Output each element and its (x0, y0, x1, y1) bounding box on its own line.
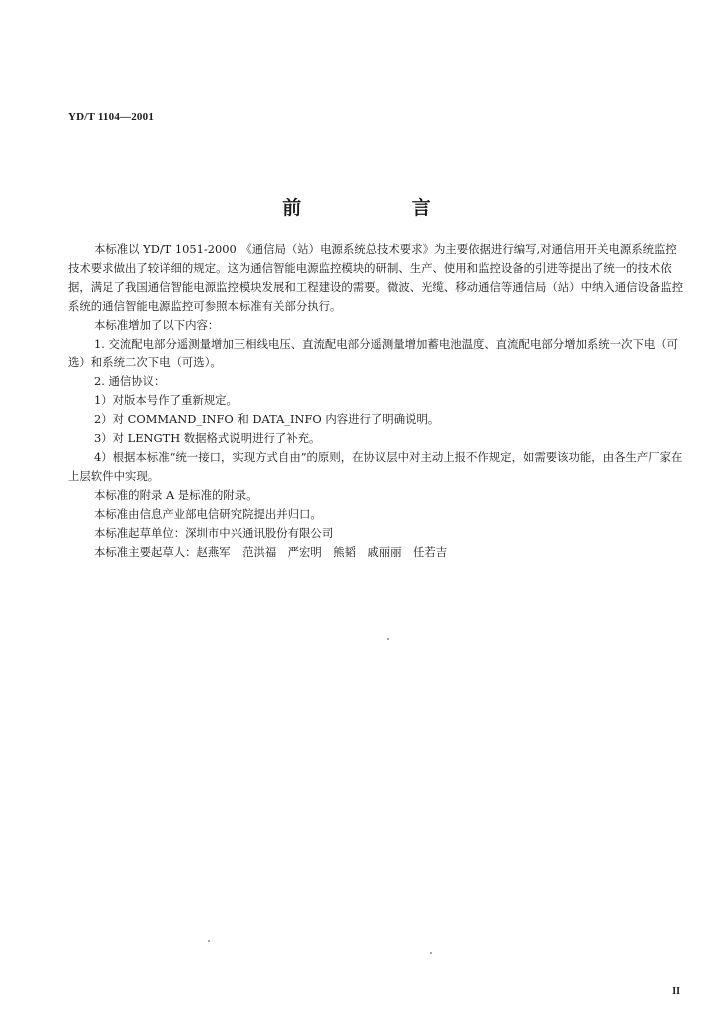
paragraph-drafting-unit: 本标准起草单位：深圳市中兴通讯股份有限公司 (94, 525, 334, 540)
scan-speck (208, 940, 210, 942)
standard-number: YD/T 1104—2001 (68, 111, 155, 123)
paragraph-drafters: 本标准主要起草人：赵燕军 范洪福 严宏明 熊韬 戚丽丽 任若吉 (94, 544, 448, 559)
scan-speck (430, 952, 432, 954)
paragraph-item-1: 1. 交流配电部分遥测量增加三相线电压、直流配电部分遥测量增加蓄电池温度、直流配电部分增加系统一次下电（可选）和系统二次下电（可选）。 (68, 336, 679, 370)
paragraph-proposer: 本标准由信息产业部电信研究院提出并归口。 (94, 506, 322, 521)
paragraph-subitem-4: 4）根据本标准“统一接口，实现方式自由”的原则，在协议层中对主动上报不作规定，如需要该功能，由各生产厂家在上层软件中实现。 (68, 449, 683, 483)
paragraph-additions-heading: 本标准增加了以下内容： (94, 317, 220, 332)
paragraph-subitem-3: 3）对 LENGTH 数据格式说明进行了补充。 (94, 431, 321, 446)
page-title: 前 言 (282, 197, 483, 219)
paragraph-subitem-1: 1）对版本号作了重新规定。 (94, 393, 238, 408)
paragraph-subitem-2: 2）对 COMMAND_INFO 和 DATA_INFO 内容进行了明确说明。 (94, 412, 440, 427)
foreword-body (68, 240, 688, 561)
paragraph-appendix: 本标准的附录 A 是标准的附录。 (94, 487, 258, 502)
paragraph-item-2: 2. 通信协议： (94, 374, 166, 389)
page-number: II (672, 986, 680, 997)
scan-speck (387, 638, 389, 640)
paragraph-intro: 本标准以 YD/T 1051-2000 《通信局（站）电源系统总技术要求》为主要依据进行编写,对通信用开关电源系统监控技术要求做出了较详细的规定。这为通信智能电源监控模块的研制、生产、使用和监控设备的引进等提出了统一的技术依据，满足了我国通信智能电源监控模块发展和工程建设的需要。微波、光缆、移动通信等通信局（站）中纳入通信设备监控系统的通信智能电源监控可参照本标准有关部分执行。 (68, 242, 684, 313)
